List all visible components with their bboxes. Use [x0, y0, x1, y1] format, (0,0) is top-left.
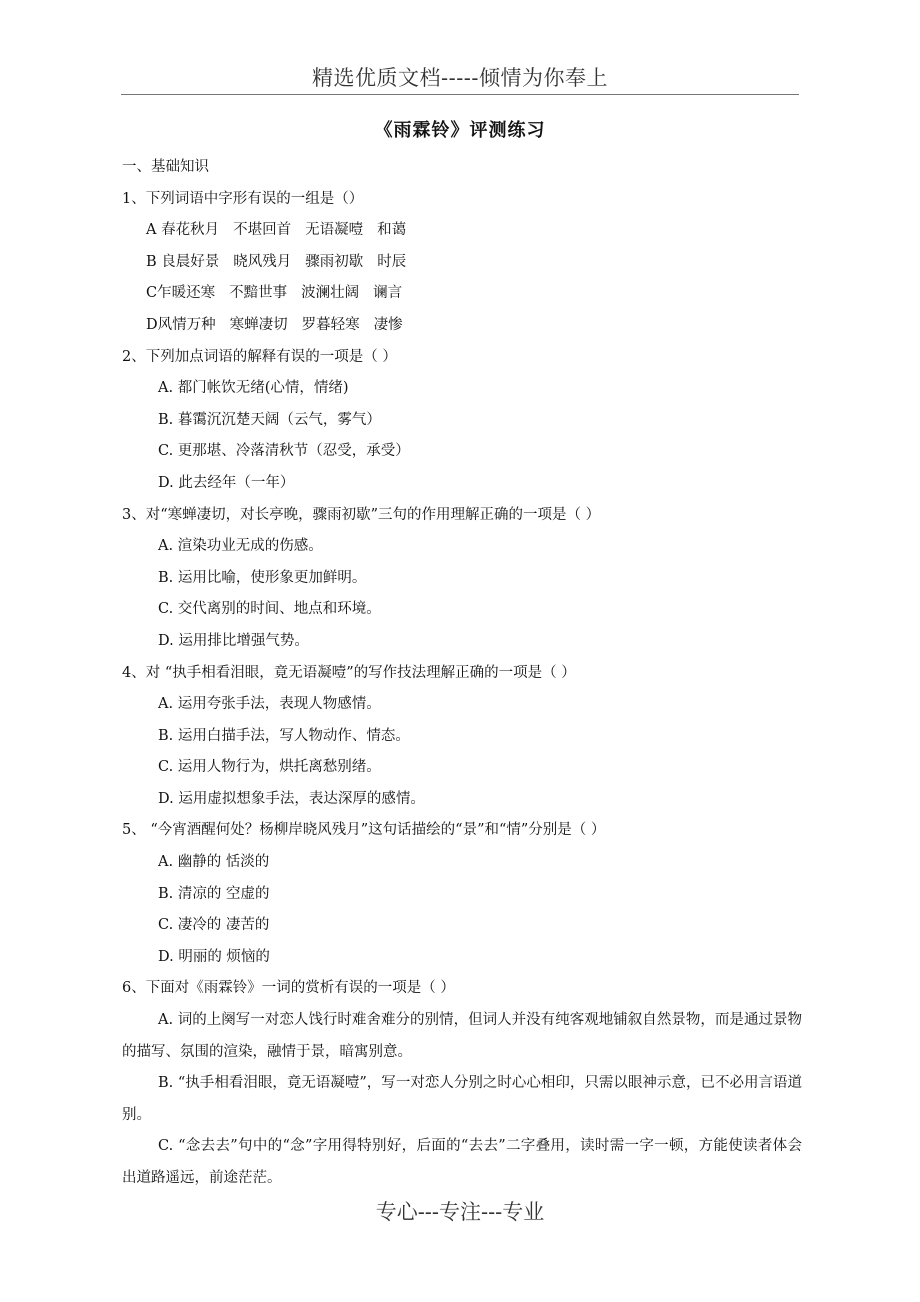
option-word: 骤雨初歇: [305, 253, 364, 270]
page-footer: 专心---专注---专业: [375, 1200, 545, 1224]
q6-option-a: A. 词的上阕写一对恋人饯行时难舍难分的别情，但词人并没有纯客观地铺叙自然景物，而是通过景物的描写、氛围的渲染，融情于景，暗寓别意。: [122, 1012, 802, 1060]
q2-option-d: D. 此去经年（一年）: [158, 474, 295, 491]
option-word: 时辰: [377, 253, 407, 270]
question-1-stem: 1、下列词语中字形有误的一组是（）: [122, 190, 364, 207]
q6-option-c: C. “念去去”句中的“念”字用得特别好，后面的“去去”二字叠用，读时需一字一顿，方能使读者体会出道路遥远，前途茫茫。: [122, 1138, 802, 1186]
q6-option-b: B. “执手相看泪眼，竟无语凝噎”，写一对恋人分别之时心心相印，只需以眼神示意，已不必用言语道别。: [122, 1075, 802, 1123]
option-word: 和蔼: [377, 222, 407, 239]
document-title: 《雨霖铃》评测练习: [374, 120, 546, 141]
q1-option-d: [122, 310, 802, 342]
page-header: 精选优质文档-----倾情为你奉上: [312, 66, 608, 90]
question-4-stem: 4、对 “执手相看泪眼，竟无语凝噎”的写作技法理解正确的一项是（ ）: [122, 664, 576, 681]
q4-option-b: B. 运用白描手法，写人物动作、情态。: [158, 727, 410, 744]
q5-option-b: B. 清凉的 空虚的: [158, 885, 270, 902]
q5-option-c: C. 凄冷的 凄苦的: [158, 917, 270, 934]
option-word: 无语凝噎: [305, 222, 364, 239]
question-2-stem: 2、下列加点词语的解释有误的一项是（ ）: [122, 348, 397, 365]
option-label: A 春花秋月: [146, 222, 220, 239]
option-word: 晓风残月: [233, 253, 292, 270]
q1-option-a: [122, 215, 802, 247]
option-word: 罗暮轻寒: [301, 316, 360, 333]
option-word: 寒蝉凄切: [229, 316, 288, 333]
option-word: 波澜壮阔: [301, 285, 360, 302]
q4-option-a: A. 运用夸张手法，表现人物感情。: [158, 696, 381, 713]
document-body: [122, 152, 802, 1195]
option-label: D风情万种: [146, 316, 216, 333]
option-word: 不黯世事: [229, 285, 288, 302]
option-label: B 良晨好景: [146, 253, 220, 270]
section-heading: 一、基础知识: [122, 159, 209, 175]
option-word: 不堪回首: [233, 222, 292, 239]
q5-option-d: D. 明丽的 烦恼的: [158, 948, 270, 965]
question-3-stem: 3、对“寒蝉凄切，对长亭晚，骤雨初歇”三句的作用理解正确的一项是（ ）: [122, 506, 601, 523]
q3-option-c: C. 交代离别的时间、地点和环境。: [158, 601, 381, 618]
q3-option-b: B. 运用比喻，使形象更加鲜明。: [158, 569, 367, 586]
question-6-stem: 6、下面对《雨霖铃》一词的赏析有误的一项是（ ）: [122, 980, 455, 997]
header-divider: [121, 94, 799, 95]
q4-option-d: D. 运用虚拟想象手法，表达深厚的感情。: [158, 790, 425, 807]
option-word: 谰言: [373, 285, 403, 302]
q3-option-d: D. 运用排比增强气势。: [158, 632, 309, 649]
question-5-stem: 5、 “今宵酒醒何处？杨柳岸晓风残月”这句话描绘的“景”和“情”分别是（ ）: [122, 822, 606, 839]
q2-option-c: C. 更那堪、冷落清秋节（忍受，承受）: [158, 443, 410, 460]
option-word: 凄惨: [373, 316, 403, 333]
q4-option-c: C. 运用人物行为，烘托离愁别绪。: [158, 759, 381, 776]
q1-option-b: [122, 247, 802, 279]
q3-option-a: A. 渲染功业无成的伤感。: [158, 538, 323, 555]
q2-option-a: A. 都门帐饮无绪(心情，情绪): [158, 380, 349, 397]
q5-option-a: A. 幽静的 恬淡的: [158, 854, 270, 871]
option-label: C乍暖还寒: [146, 285, 216, 302]
q2-option-b: B. 暮霭沉沉楚天阔（云气，雾气）: [158, 411, 381, 428]
q1-option-c: [122, 278, 802, 310]
